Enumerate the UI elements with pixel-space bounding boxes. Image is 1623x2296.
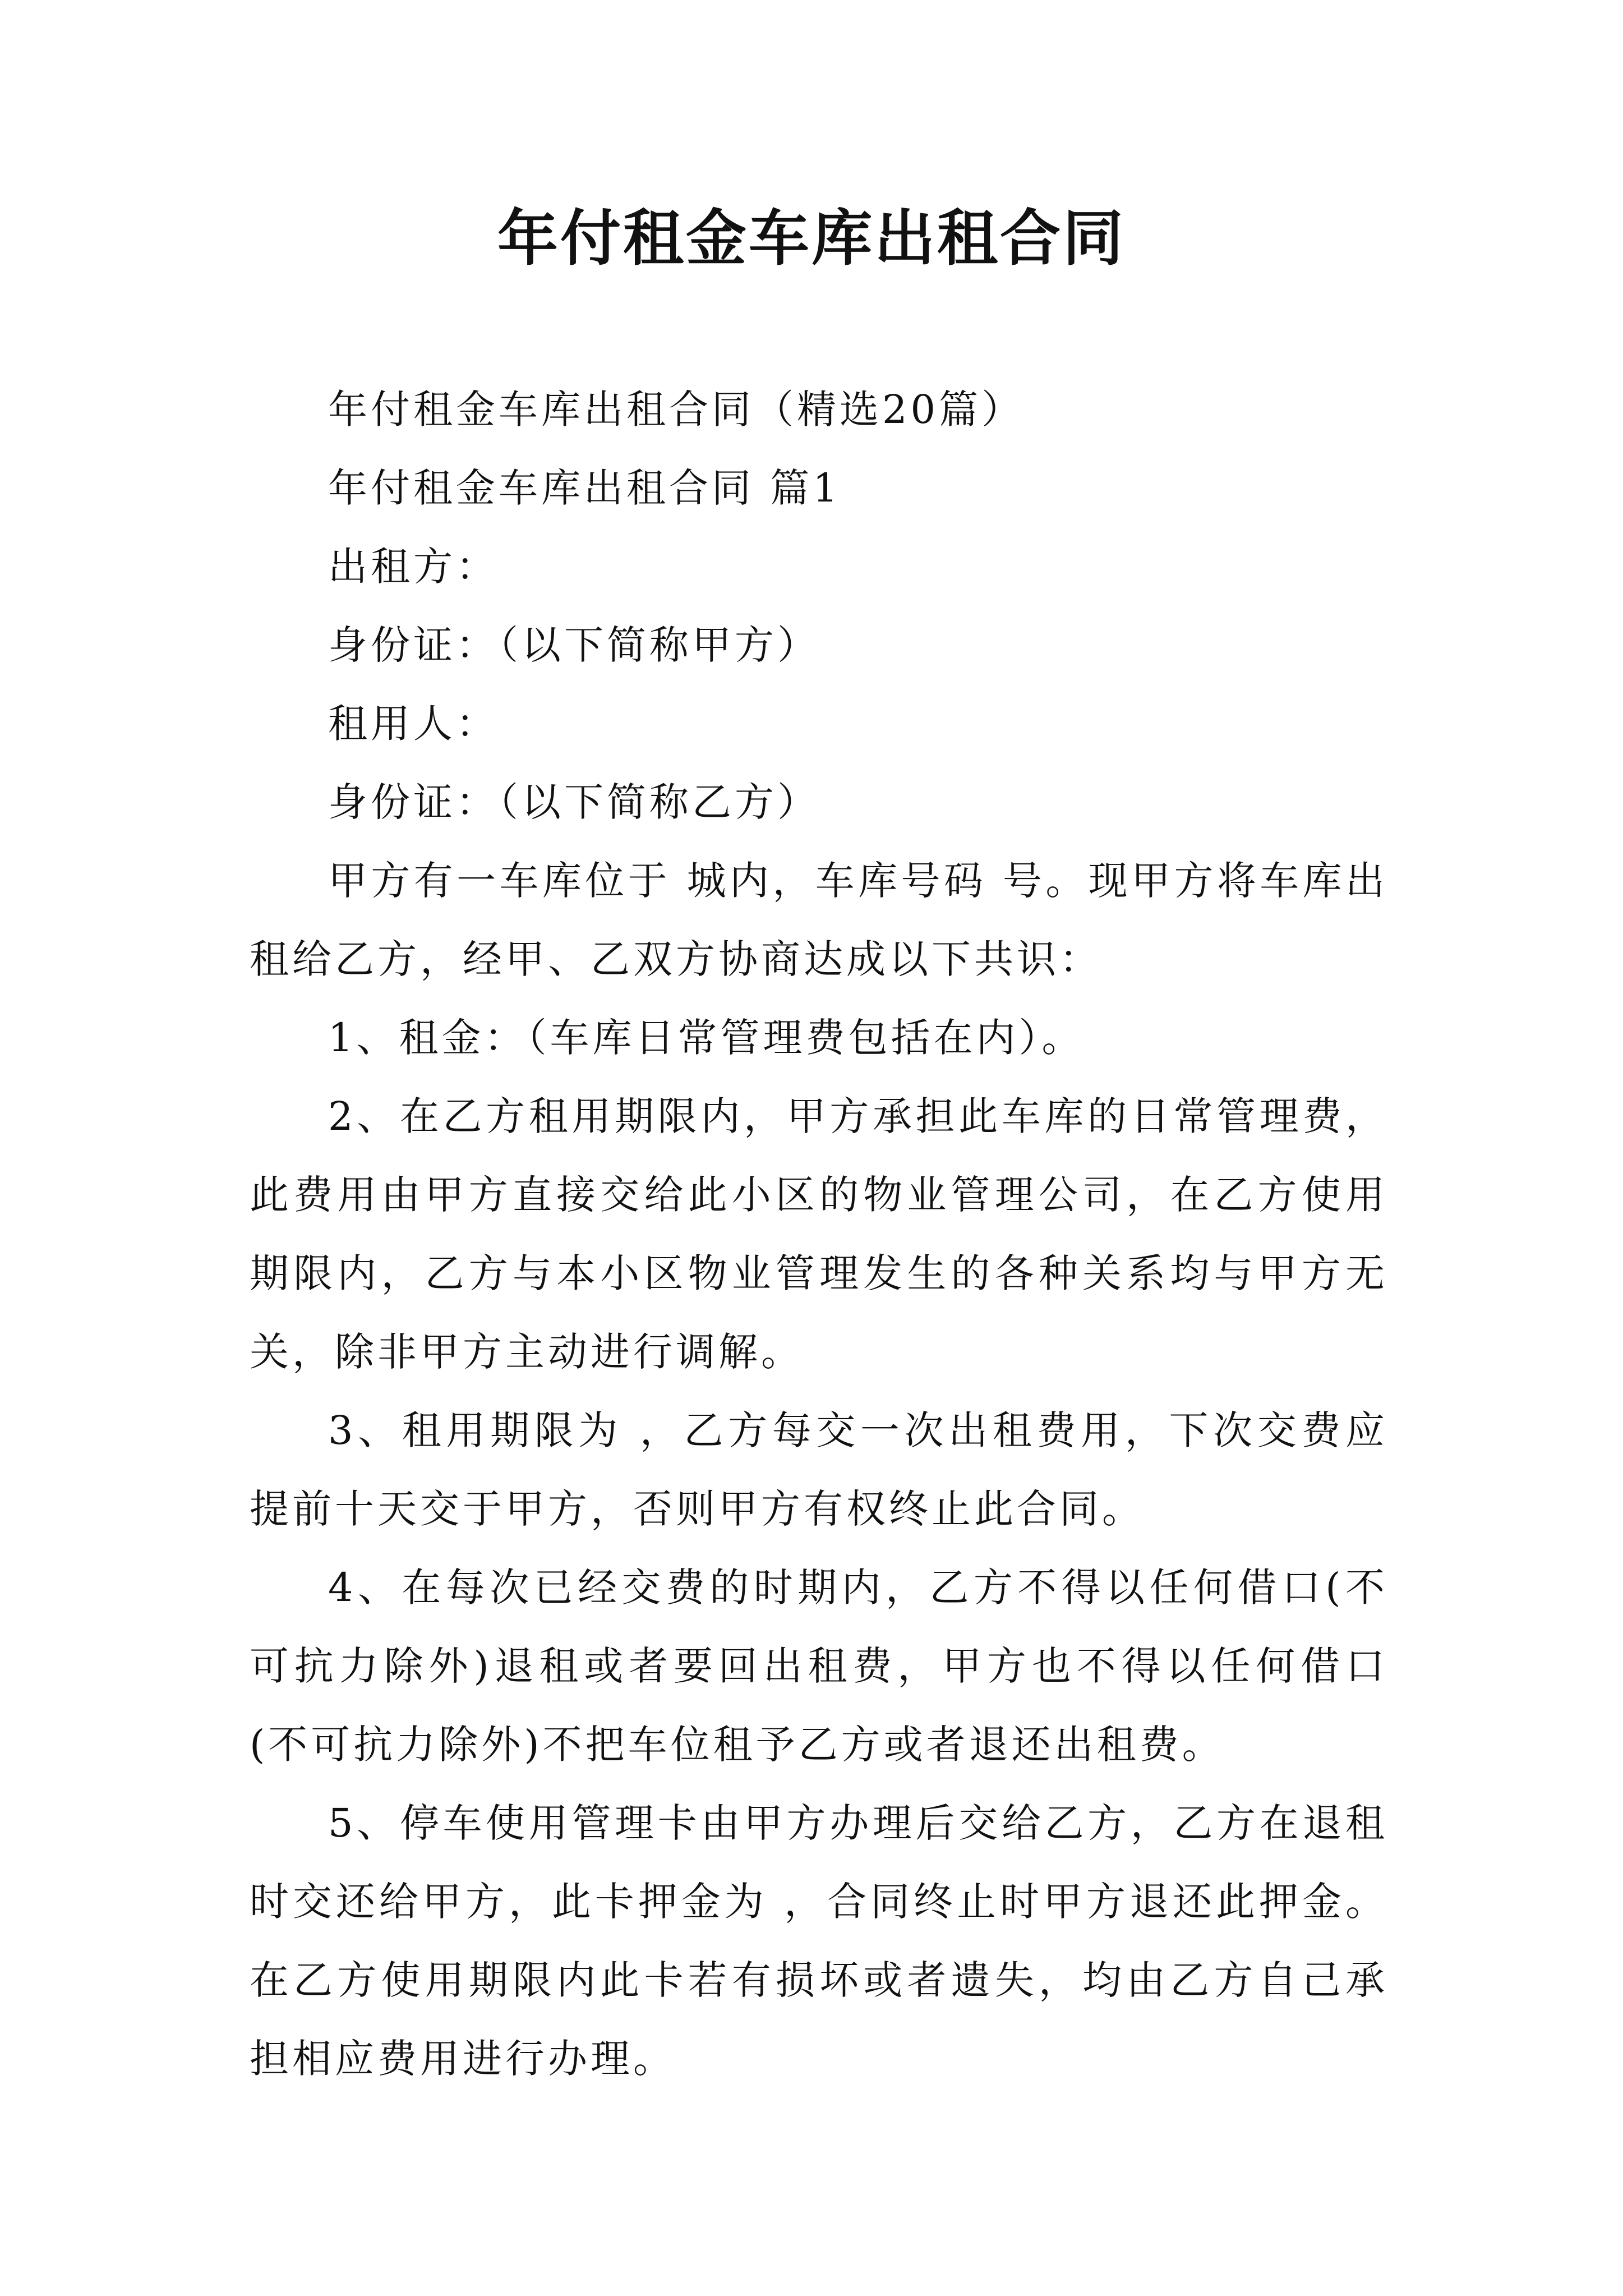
document-body [250,370,1388,2098]
clause-2: 2、在乙方租用期限内，甲方承担此车库的日常管理费，此费用由甲方直接交给此小区的物业管理公司，在乙方使用期限内，乙方与本小区物业管理发生的各种关系均与甲方无关，除非甲方主动进行调解。 [250,1093,1388,1375]
lessee-label: 租用人： [328,701,499,747]
section-heading: 年付租金车库出租合同 篇1 [328,465,841,511]
clause-3: 3、租用期限为 ，乙方每交一次出租费用，下次交费应提前十天交于甲方，否则甲方有权终止此合同。 [250,1407,1388,1532]
clause-1: 1、租金：（车库日常管理费包括在内）。 [328,1015,1085,1061]
lessee-id-line: 身份证：（以下简称乙方） [328,779,820,825]
intro-paragraph: 甲方有一车库位于 城内，车库号码 号。现甲方将车库出租给乙方，经甲、乙双方协商达成以下共识： [250,858,1388,982]
clause-5: 5、停车使用管理卡由甲方办理后交给乙方，乙方在退租时交还给甲方，此卡押金为 ，合同终止时甲方退还此押金。在乙方使用期限内此卡若有损坏或者遗失，均由乙方自己承担相应费用进行办理。 [250,1800,1388,2082]
clause-4: 4、在每次已经交费的时期内，乙方不得以任何借口(不可抗力除外)退租或者要回出租费，甲方也不得以任何借口(不可抗力除外)不把车位租予乙方或者退还出租费。 [250,1565,1388,1768]
lessor-label: 出租方： [328,544,499,590]
lessor-id-line: 身份证：（以下简称甲方） [328,622,820,668]
document-title: 年付租金车库出租合同 [497,203,1126,274]
subtitle-line: 年付租金车库出租合同（精选20篇） [328,386,1025,432]
